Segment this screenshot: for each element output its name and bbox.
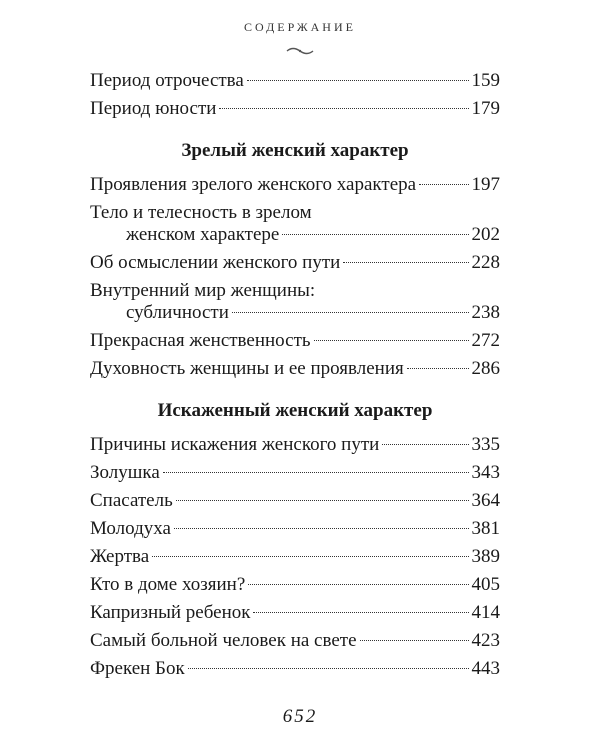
leader-dots [152, 556, 468, 557]
toc-entry[interactable] [90, 434, 500, 456]
section-heading: Зрелый женский характер [181, 140, 409, 161]
toc-entry[interactable] [90, 252, 500, 274]
toc-entry[interactable] [90, 330, 500, 352]
toc-entry[interactable] [90, 546, 500, 568]
toc-entry[interactable] [90, 630, 500, 652]
leader-dots [382, 444, 468, 445]
toc-entry-title: Кто в доме хозяин? [90, 574, 246, 595]
toc-entry-title: Самый больной человек на свете [90, 630, 357, 651]
leader-dots [163, 472, 469, 473]
toc-entry[interactable] [90, 70, 500, 92]
toc-entry[interactable] [90, 98, 500, 120]
toc-entry-page: 238 [471, 302, 500, 323]
leader-dots [343, 262, 468, 263]
leader-dots [360, 640, 469, 641]
toc-entry[interactable] [90, 574, 500, 596]
toc-entry-title: Золушка [90, 462, 160, 483]
toc-entry-page: 389 [471, 546, 500, 567]
toc-entry-page: 228 [471, 252, 500, 273]
toc-entry-page: 197 [471, 174, 500, 195]
leader-dots [314, 340, 469, 341]
toc-entry-page: 443 [471, 658, 500, 679]
leader-dots [419, 184, 468, 185]
toc-entry-title: Капризный ребенок [90, 602, 251, 623]
ornament-icon [285, 46, 315, 56]
toc-entry[interactable] [90, 490, 500, 512]
leader-dots [232, 312, 469, 313]
leader-dots [407, 368, 469, 369]
leader-dots [219, 108, 468, 109]
toc-entry-title: Спасатель [90, 490, 173, 511]
toc-entry[interactable] [90, 174, 500, 196]
toc-entry-title-line1: Внутренний мир женщины: [90, 280, 316, 301]
toc-entry-title: Период отрочества [90, 70, 244, 91]
toc-entry[interactable] [90, 658, 500, 680]
leader-dots [188, 668, 469, 669]
toc-entry[interactable] [90, 280, 500, 324]
toc-entry[interactable] [90, 602, 500, 624]
toc-entry-page: 364 [471, 490, 500, 511]
toc-entry-title-line1: Тело и телесность в зрелом [90, 202, 312, 223]
toc-entry-page: 414 [471, 602, 500, 623]
toc-entry-title: Прекрасная женственность [90, 330, 311, 351]
leader-dots [253, 612, 468, 613]
section-heading: Искаженный женский характер [157, 400, 433, 421]
toc-entry[interactable] [90, 518, 500, 540]
toc-entry-title-line2: субличности [126, 302, 229, 323]
toc-entry-page: 423 [471, 630, 500, 651]
leader-dots [174, 528, 469, 529]
toc-entry-title: Период юности [90, 98, 217, 119]
toc-entry-line2 [90, 302, 500, 324]
toc-entry-page: 202 [471, 224, 500, 245]
toc-entry-title: Духовность женщины и ее проявления [90, 358, 404, 379]
leader-dots [176, 500, 469, 501]
toc-entry-title: Причины искажения женского пути [90, 434, 380, 455]
toc-entry-title: Жертва [90, 546, 150, 567]
toc-entry-page: 381 [471, 518, 500, 539]
toc-entry-title: Молодуха [90, 518, 171, 539]
running-head: СОДЕРЖАНИЕ [244, 20, 356, 34]
toc-entry-title-line2: женском характере [126, 224, 280, 245]
toc-entry-page: 272 [471, 330, 500, 351]
toc-entry-line2 [90, 224, 500, 246]
leader-dots [247, 80, 469, 81]
toc-entry-page: 159 [471, 70, 500, 91]
toc-entry-title: Проявления зрелого женского характера [90, 174, 417, 195]
toc-entry[interactable] [90, 462, 500, 484]
toc-entry[interactable] [90, 202, 500, 246]
toc-entry[interactable] [90, 358, 500, 380]
toc-entry-page: 335 [471, 434, 500, 455]
table-of-contents [90, 70, 500, 686]
page-number: 652 [282, 706, 318, 727]
toc-entry-page: 343 [471, 462, 500, 483]
toc-entry-title: Фрекен Бок [90, 658, 185, 679]
toc-entry-page: 405 [471, 574, 500, 595]
leader-dots [282, 234, 468, 235]
toc-entry-page: 179 [471, 98, 500, 119]
toc-entry-title: Об осмыслении женского пути [90, 252, 341, 273]
toc-entry-page: 286 [471, 358, 500, 379]
leader-dots [248, 584, 468, 585]
